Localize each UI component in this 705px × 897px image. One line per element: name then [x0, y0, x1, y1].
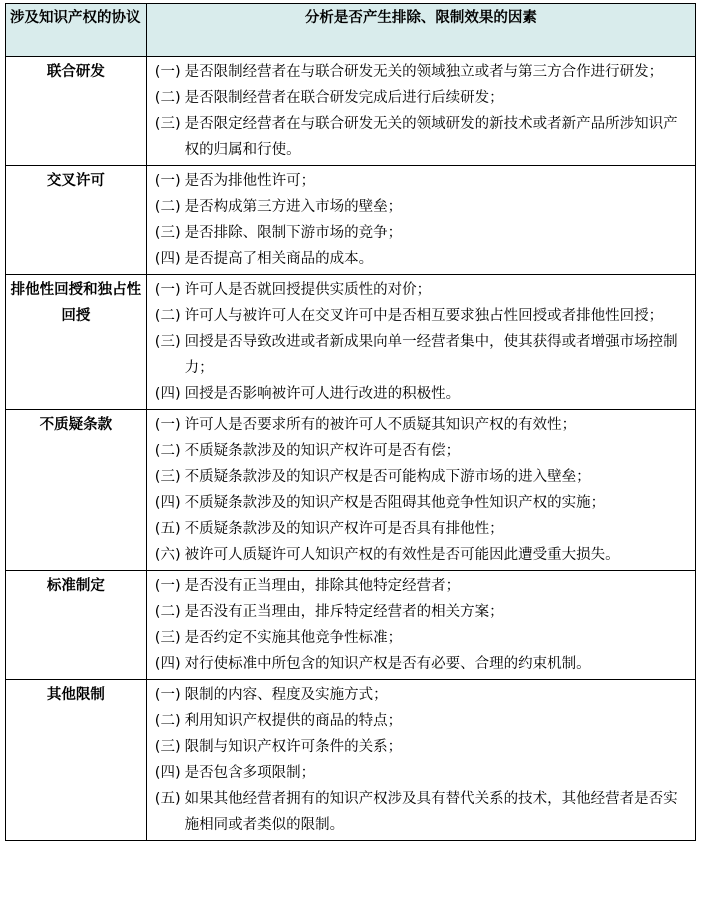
factor-text: 是否限制经营者在与联合研发无关的领域独立或者与第三方合作进行研发； — [184, 64, 664, 80]
factor-text: 限制的内容、程度及实施方式； — [184, 687, 388, 703]
factor-item — [155, 59, 689, 85]
factor-item — [155, 381, 689, 407]
factor-text: 是否没有正当理由，排斥特定经营者的相关方案； — [184, 604, 504, 620]
factor-text: 是否构成第三方进入市场的壁垒； — [184, 199, 403, 215]
factor-text: 不质疑条款涉及的知识产权许可是否具有排他性； — [184, 521, 504, 537]
agreement-category: 标准制定 — [6, 571, 147, 680]
factor-number: (二) — [154, 604, 181, 620]
factor-text: 是否提高了相关商品的成本。 — [184, 251, 374, 267]
factor-item — [155, 542, 689, 568]
factor-text: 不质疑条款涉及的知识产权是否可能构成下游市场的进入壁垒； — [184, 469, 591, 485]
table-row — [6, 571, 696, 680]
agreement-category: 排他性回授和独占性回授 — [6, 275, 147, 410]
header-agreement-type: 涉及知识产权的协议 — [6, 4, 147, 57]
factor-number: (三) — [154, 630, 181, 646]
factor-list — [146, 57, 695, 166]
table-row — [6, 410, 696, 571]
factor-item — [155, 412, 689, 438]
factor-number: (二) — [154, 713, 181, 729]
factor-text: 不质疑条款涉及的知识产权是否阻碍其他竞争性知识产权的实施； — [184, 495, 606, 511]
agreement-category: 联合研发 — [6, 57, 147, 166]
factor-number: (四) — [154, 386, 181, 402]
table-row — [6, 275, 696, 410]
factor-number: (二) — [154, 199, 181, 215]
factor-item — [155, 220, 689, 246]
factor-item — [155, 516, 689, 542]
factor-text: 被许可人质疑许可人知识产权的有效性是否可能因此遭受重大损失。 — [184, 547, 620, 563]
factor-number: (五) — [154, 791, 181, 807]
factor-text: 回授是否影响被许可人进行改进的积极性。 — [184, 386, 461, 402]
factor-list — [146, 166, 695, 275]
factor-number: (一) — [154, 417, 181, 433]
factor-number: (三) — [154, 739, 181, 755]
factor-list — [146, 410, 695, 571]
factor-number: (一) — [154, 64, 181, 80]
factor-item — [155, 625, 689, 651]
factor-number: (六) — [154, 547, 181, 563]
factor-list — [146, 275, 695, 410]
factor-number: (二) — [154, 90, 181, 106]
header-row — [6, 4, 696, 57]
factor-number: (四) — [154, 656, 181, 672]
factor-number: (三) — [154, 225, 181, 241]
factor-text: 是否没有正当理由，排除其他特定经营者； — [184, 578, 461, 594]
factor-text: 是否排除、限制下游市场的竞争； — [184, 225, 403, 241]
factor-item — [155, 599, 689, 625]
factor-text: 是否限定经营者在与联合研发无关的领域研发的新技术或者新产品所涉知识产权的归属和行使。 — [184, 116, 678, 158]
table-row — [6, 57, 696, 166]
table-row — [6, 680, 696, 841]
header-factors: 分析是否产生排除、限制效果的因素 — [146, 4, 695, 57]
factor-text: 是否为排他性许可； — [184, 173, 316, 189]
factor-item — [155, 682, 689, 708]
factor-item — [155, 573, 689, 599]
factor-number: (四) — [154, 251, 181, 267]
factor-item — [155, 760, 689, 786]
agreement-category: 不质疑条款 — [6, 410, 147, 571]
factor-text: 是否约定不实施其他竞争性标准； — [184, 630, 403, 646]
factor-item — [155, 194, 689, 220]
factor-number: (四) — [154, 765, 181, 781]
agreement-category: 交叉许可 — [6, 166, 147, 275]
factor-number: (三) — [154, 334, 181, 350]
factor-text: 许可人是否要求所有的被许可人不质疑其知识产权的有效性； — [184, 417, 577, 433]
factor-text: 回授是否导致改进或者新成果向单一经营者集中，使其获得或者增强市场控制力； — [184, 334, 678, 376]
factor-list — [146, 571, 695, 680]
factor-item — [155, 329, 689, 381]
agreement-category: 其他限制 — [6, 680, 147, 841]
factor-text: 是否包含多项限制； — [184, 765, 316, 781]
table-row — [6, 166, 696, 275]
factor-list — [146, 680, 695, 841]
factor-item — [155, 277, 689, 303]
factor-number: (三) — [154, 469, 181, 485]
factor-item — [155, 438, 689, 464]
factor-text: 对行使标准中所包含的知识产权是否有必要、合理的约束机制。 — [184, 656, 591, 672]
factor-number: (一) — [154, 578, 181, 594]
factor-text: 许可人是否就回授提供实质性的对价； — [184, 282, 432, 298]
factor-text: 如果其他经营者拥有的知识产权涉及具有替代关系的技术，其他经营者是否实施相同或者类似的限制。 — [184, 791, 678, 833]
factor-item — [155, 111, 689, 163]
factor-number: (二) — [154, 308, 181, 324]
factor-item — [155, 464, 689, 490]
factor-item — [155, 651, 689, 677]
factor-item — [155, 246, 689, 272]
factor-item — [155, 708, 689, 734]
factor-number: (一) — [154, 173, 181, 189]
factor-item — [155, 734, 689, 760]
ip-agreement-factors-table — [5, 3, 696, 841]
factor-number: (三) — [154, 116, 181, 132]
factor-text: 利用知识产权提供的商品的特点； — [184, 713, 403, 729]
factor-item — [155, 303, 689, 329]
factor-item — [155, 85, 689, 111]
factor-item — [155, 786, 689, 838]
factor-item — [155, 490, 689, 516]
factor-number: (一) — [154, 282, 181, 298]
factor-number: (五) — [154, 521, 181, 537]
factor-text: 不质疑条款涉及的知识产权许可是否有偿； — [184, 443, 461, 459]
factor-text: 是否限制经营者在联合研发完成后进行后续研发； — [184, 90, 504, 106]
factor-number: (四) — [154, 495, 181, 511]
factor-number: (一) — [154, 687, 181, 703]
factor-number: (二) — [154, 443, 181, 459]
factor-item — [155, 168, 689, 194]
factor-text: 许可人与被许可人在交叉许可中是否相互要求独占性回授或者排他性回授； — [184, 308, 664, 324]
factor-text: 限制与知识产权许可条件的关系； — [184, 739, 403, 755]
